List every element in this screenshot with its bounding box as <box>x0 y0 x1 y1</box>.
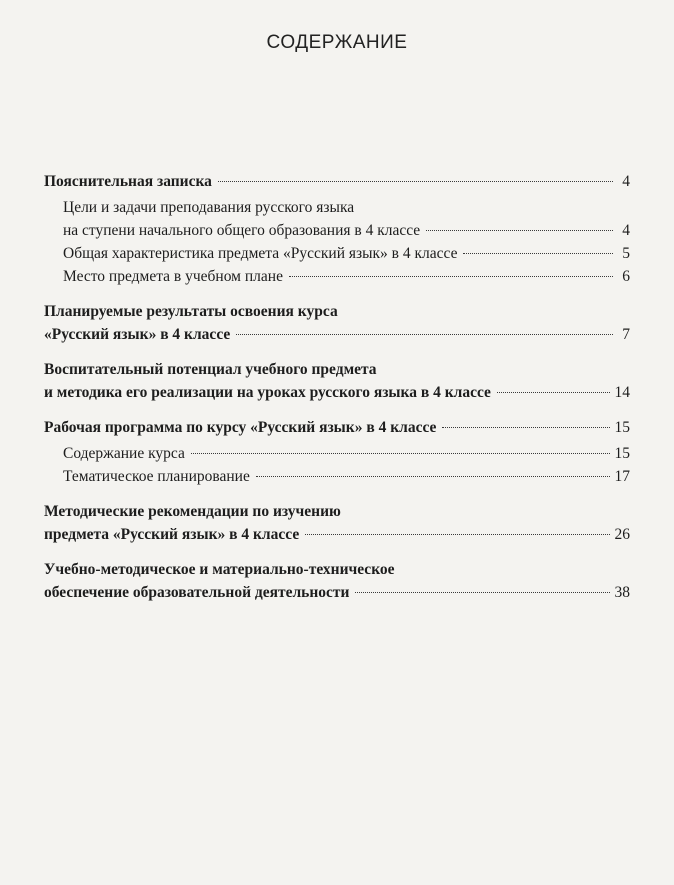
toc-leader-dots <box>289 276 613 277</box>
toc-entry-title: Место предмета в учебном плане <box>63 268 283 285</box>
toc-leader-dots <box>236 334 613 335</box>
toc-entry-educational-potential-line1[interactable] <box>44 358 630 381</box>
toc-leader-dots <box>218 181 613 182</box>
toc-leader-dots <box>305 534 609 535</box>
toc-entry-work-program[interactable] <box>44 416 630 439</box>
toc-page-number: 4 <box>622 222 630 239</box>
page-title: СОДЕРЖАНИЕ <box>266 32 408 53</box>
toc-entry-title: «Русский язык» в 4 классе <box>44 326 231 343</box>
toc-page-number: 26 <box>614 526 630 543</box>
toc-entry-title: на ступени начального общего образования в 4 классе <box>63 222 421 239</box>
toc-entry-title: и методика его реализации на уроках русского языка в 4 классе <box>44 384 491 401</box>
toc-entry-title: предмета «Русский язык» в 4 классе <box>44 526 300 543</box>
toc-leader-dots <box>426 230 613 231</box>
toc-page-number: 7 <box>622 326 630 343</box>
toc-entry-course-content[interactable] <box>44 442 630 465</box>
toc-entry-educational-potential[interactable] <box>44 381 630 404</box>
toc-entry-title: Рабочая программа по курсу «Русский язык» в 4 классе <box>44 419 437 436</box>
toc-page-number: 17 <box>614 468 630 485</box>
toc-entry-title: Методические рекомендации по изучению <box>44 503 341 520</box>
toc-entry-title: Планируемые результаты освоения курса <box>44 303 338 320</box>
toc-entry-thematic-planning[interactable] <box>44 465 630 488</box>
toc-entry-title: Общая характеристика предмета «Русский язык» в 4 классе <box>63 245 458 262</box>
toc-entry-planned-results-line1[interactable] <box>44 300 630 323</box>
toc-entry-title: Содержание курса <box>63 445 185 462</box>
toc-leader-dots <box>463 253 613 254</box>
toc-entry-methodical-recommendations[interactable] <box>44 523 630 546</box>
toc-leader-dots <box>442 427 609 428</box>
toc-entry-title: Пояснительная записка <box>44 173 212 190</box>
toc-page-number: 4 <box>622 173 630 190</box>
toc-entry-planned-results[interactable] <box>44 323 630 346</box>
toc-entry-title: обеспечение образовательной деятельности <box>44 584 350 601</box>
toc-entry-title: Учебно-методическое и материально-техническое <box>44 561 395 578</box>
toc-leader-dots <box>355 592 609 593</box>
toc-entry-title: Цели и задачи преподавания русского языка <box>63 199 355 216</box>
toc-entry-curriculum-place[interactable] <box>44 265 630 288</box>
toc-page-number: 15 <box>614 419 630 436</box>
toc-entry-title: Воспитательный потенциал учебного предмета <box>44 361 377 378</box>
toc-entry-educational-support-line1[interactable] <box>44 558 630 581</box>
toc-entry-title: Тематическое планирование <box>63 468 250 485</box>
toc-page-number: 14 <box>614 384 630 401</box>
toc-entry-educational-support[interactable] <box>44 581 630 604</box>
toc-leader-dots <box>191 453 610 454</box>
toc-entry-explanatory-note[interactable] <box>44 170 630 193</box>
toc-entry-methodical-recommendations-line1[interactable] <box>44 500 630 523</box>
toc-leader-dots <box>497 392 610 393</box>
toc-page-number: 15 <box>614 445 630 462</box>
toc-entry-subject-characteristics[interactable] <box>44 242 630 265</box>
toc-leader-dots <box>256 476 610 477</box>
toc-entry-goals-tasks[interactable] <box>44 219 630 242</box>
toc-page-number: 38 <box>614 584 630 601</box>
toc-entry-goals-tasks-line1[interactable] <box>44 196 630 219</box>
toc-page-number: 6 <box>622 268 630 285</box>
table-of-contents <box>44 170 630 604</box>
toc-page-number: 5 <box>622 245 630 262</box>
